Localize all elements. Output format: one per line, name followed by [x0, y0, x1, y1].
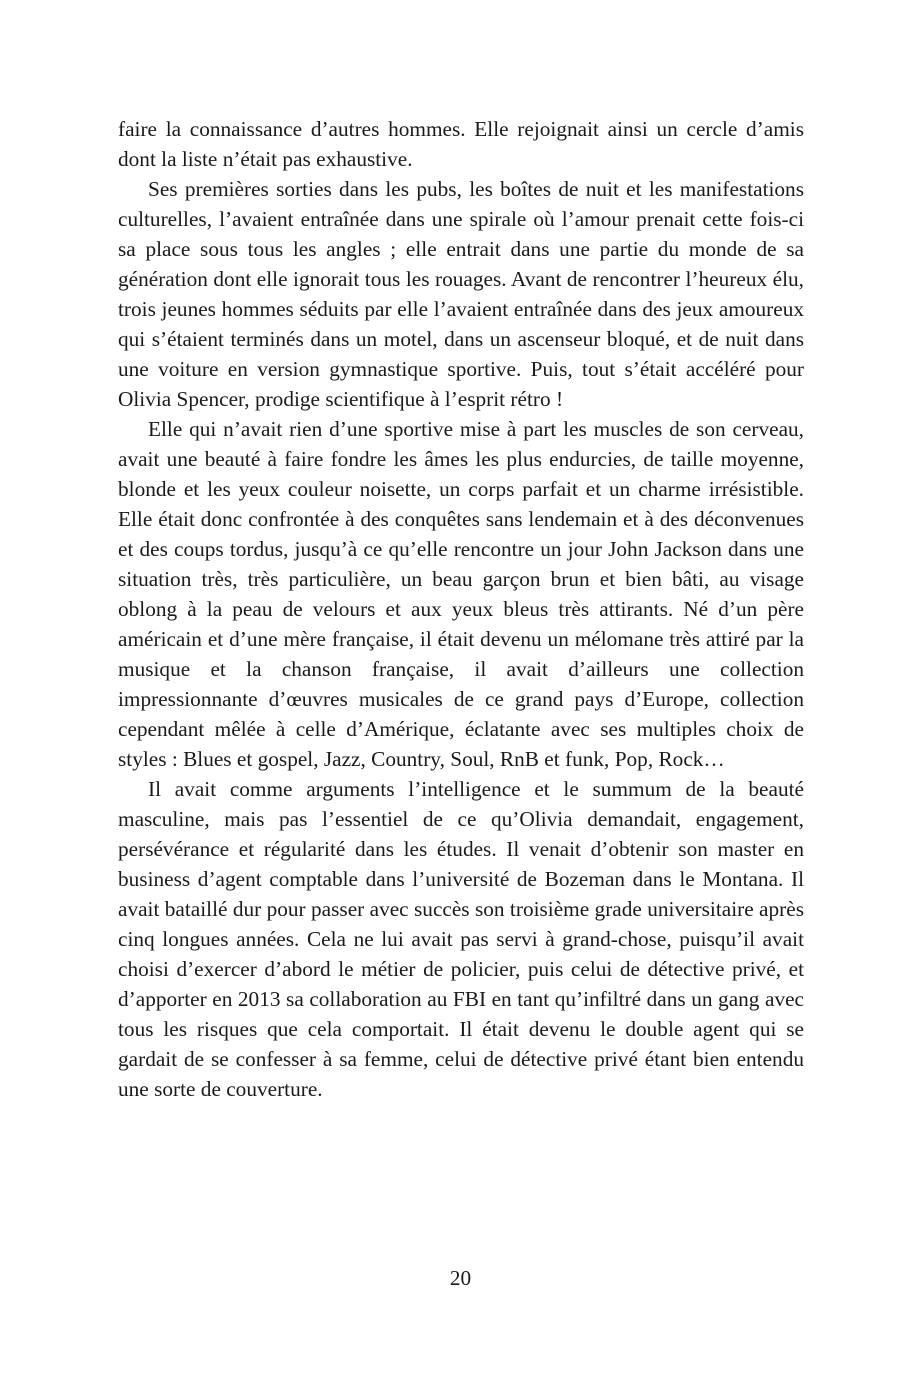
paragraph: Elle qui n’avait rien d’une sportive mise à part les muscles de son cerveau, avait une beauté à faire fondre les âmes les plus endurcies, de taille moyenne, blonde et les yeux couleur noisette, un corps parfait et un charme irrésistible. Elle était donc confrontée à des conquêtes sans lendemain et à des déconvenues et des coups tordus, jusqu’à ce qu’elle rencontre un jour John Jackson dans une situation très, très particulière, un beau garçon brun et bien bâti, au visage oblong à la peau de velours et aux yeux bleus très attirants. Né d’un père américain et d’une mère française, il était devenu un mélomane très attiré par la musique et la chanson française, il avait d’ailleurs une collection impressionnante d’œuvres musicales de ce grand pays d’Europe, collection cependant mêlée à celle d’Amérique, éclatante avec ses multiples choix de styles : Blues et gospel, Jazz, Country, Soul, RnB et funk, Pop, Rock… [118, 417, 804, 771]
paragraph-continued: faire la connaissance d’autres hommes. Elle rejoignait ainsi un cercle d’amis dont la liste n’était pas exhaustive. [118, 117, 804, 171]
body-text [118, 114, 804, 1104]
page-number: 20 [449, 1266, 472, 1290]
paragraph: Il avait comme arguments l’intelligence et le summum de la beauté masculine, mais pas l’essentiel de ce qu’Olivia demandait, engagement, persévérance et régularité dans les études. Il venait d’obtenir son master en business d’agent comptable dans l’université de Bozeman dans le Montana. Il avait bataillé dur pour passer avec succès son troisième grade universitaire après cinq longues années. Cela ne lui avait pas servi à grand-chose, puisqu’il avait choisi d’exercer d’abord le métier de policier, puis celui de détective privé, et d’apporter en 2013 sa collaboration au FBI en tant qu’infiltré dans un gang avec tous les risques que cela comportait. Il était devenu le double agent qui se gardait de se confesser à sa femme, celui de détective privé étant bien entendu une sorte de couverture. [118, 777, 804, 1101]
paragraph: Ses premières sorties dans les pubs, les boîtes de nuit et les manifestations culturelles, l’avaient entraînée dans une spirale où l’amour prenait cette fois-ci sa place sous tous les angles ; elle entrait dans une partie du monde de sa génération dont elle ignorait tous les rouages. Avant de rencontrer l’heureux élu, trois jeunes hommes séduits par elle l’avaient entraînée dans des jeux amoureux qui s’étaient terminés dans un motel, dans un ascenseur bloqué, et de nuit dans une voiture en version gymnastique sportive. Puis, tout s’était accéléré pour Olivia Spencer, prodige scientifique à l’esprit rétro ! [118, 177, 804, 411]
